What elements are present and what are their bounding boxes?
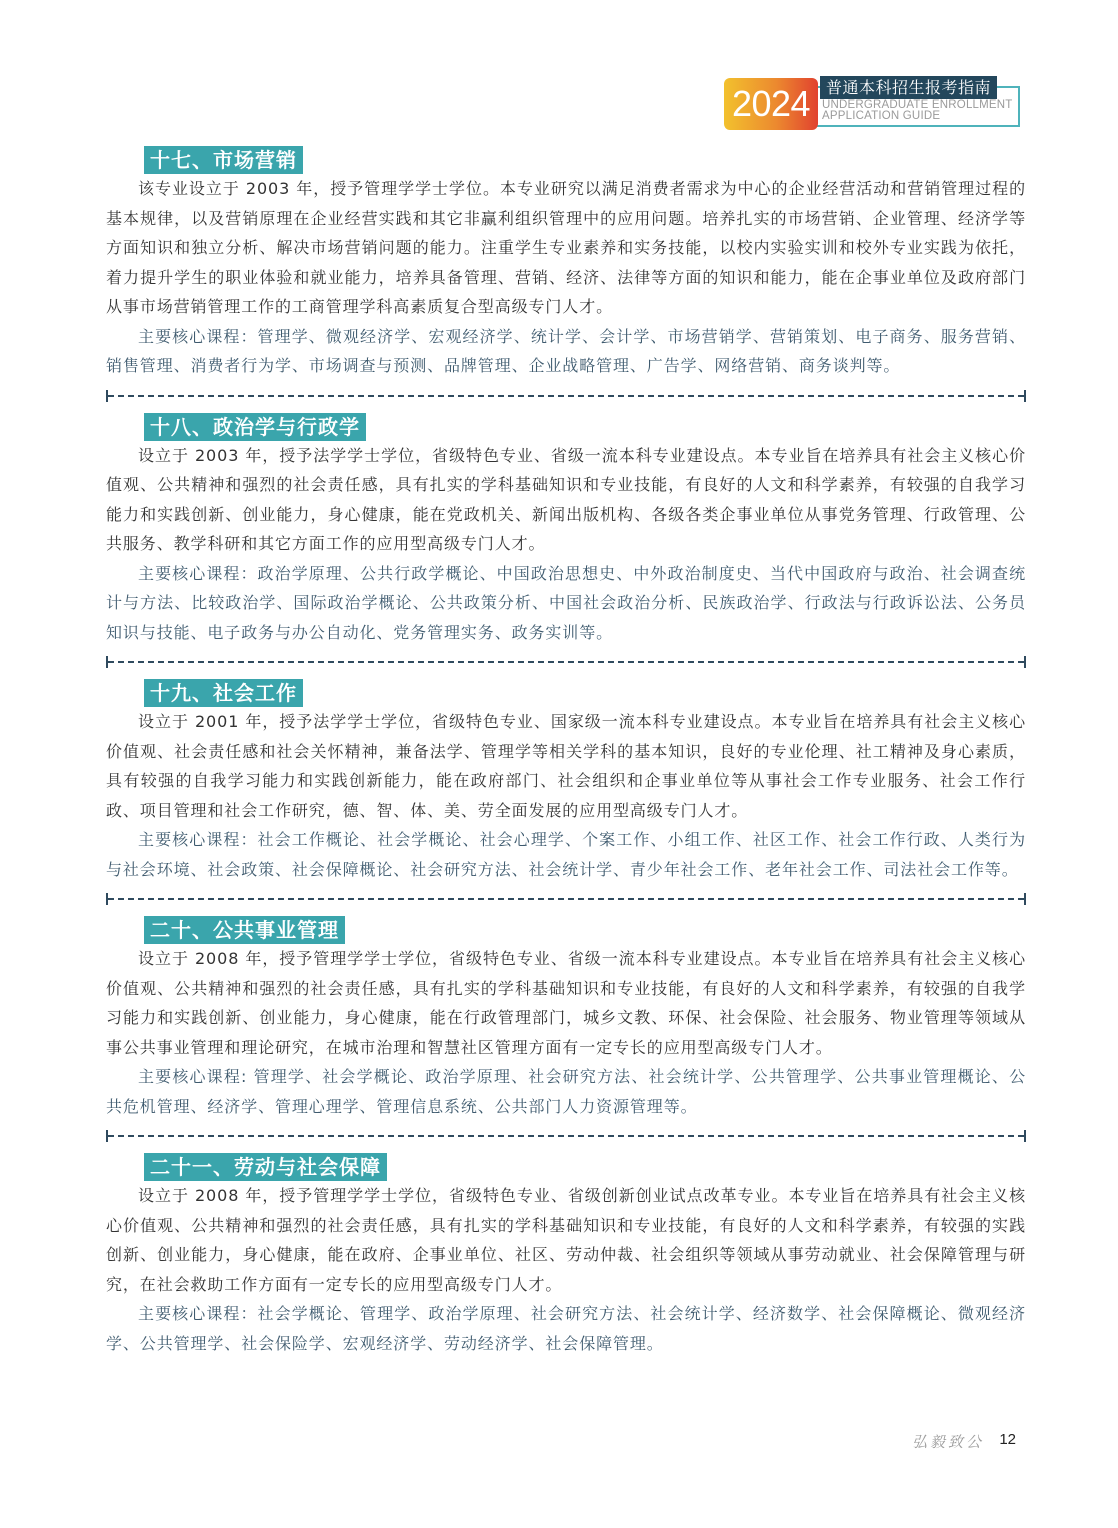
section-divider — [106, 892, 1026, 906]
section-description: 该专业设立于 2003 年，授予管理学学士学位。本专业研究以满足消费者需求为中心的企业经营活动和营销管理过程的基本规律，以及营销原理在企业经营实践和其它非赢利组织管理中的应用问题。培养扎实的市场营销、企业管理、经济学等方面知识和独立分析、解决市场营销问题的能力。注重学生专业素养和实务技能，以校内实验实训和校外专业实践为依托，着力提升学生的职业体验和就业能力，培养具备管理、营销、经济、法律等方面的知识和能力，能在企事业单位及政府部门从事市场营销管理工作的工商管理学科高素质复合型高级专门人才。 — [106, 179, 1026, 316]
guide-header-badge — [724, 76, 1024, 132]
guide-title-en-line1: UNDERGRADUATE ENROLLMENT — [822, 99, 1013, 111]
guide-title-cn: 普通本科招生报考指南 — [820, 76, 997, 99]
major-section-political-science — [106, 413, 1026, 648]
section-description: 设立于 2001 年，授予法学学士学位，省级特色专业、国家级一流本科专业建设点。本专业旨在培养具有社会主义核心价值观、社会责任感和社会关怀精神，兼备法学、管理学等相关学科的基本知识，良好的专业伦理、社工精神及身心素质，具有较强的自我学习能力和实践创新能力，能在政府部门、社会组织和企事业单位等从事社会工作专业服务、社会工作行政、项目管理和社会工作研究，德、智、体、美、劳全面发展的应用型高级专门人才。 — [106, 712, 1026, 820]
divider-dashed-line — [108, 661, 1024, 663]
majors-content — [106, 146, 1026, 1358]
section-title: 十八、政治学与行政学 — [144, 413, 366, 441]
guide-title-en — [822, 100, 1013, 122]
section-courses: 主要核心课程: 管理学、社会学概论、政治学原理、社会研究方法、社会统计学、公共管理学、公共事业管理概论、公共危机管理、经济学、管理心理学、管理信息系统、公共部门人力资源管理等。 — [106, 1067, 1026, 1116]
section-description: 设立于 2008 年，授予管理学学士学位，省级特色专业、省级创新创业试点改革专业。本专业旨在培养具有社会主义核心价值观、公共精神和强烈的社会责任感，具有扎实的学科基础知识和专业技能，有良好的人文和科学素养，有较强的实践创新、创业能力，身心健康，能在政府、企事业单位、社区、劳动仲裁、社会组织等领域从事劳动就业、社会保障管理与研究，在社会救助工作方面有一定专长的应用型高级专门人才。 — [106, 1186, 1026, 1294]
guide-title-en-line2: APPLICATION GUIDE — [822, 110, 941, 122]
section-description: 设立于 2003 年，授予法学学士学位，省级特色专业、省级一流本科专业建设点。本专业旨在培养具有社会主义核心价值观、公共精神和强烈的社会责任感，具有扎实的学科基础知识和专业技能，有良好的人文和科学素养，有较强的自我学习能力和实践创新、创业能力，身心健康，能在党政机关、新闻出版机构、各级各类企事业单位从事党务管理、行政管理、公共服务、教学科研和其它方面工作的应用型高级专门人才。 — [106, 445, 1026, 553]
section-title: 十九、社会工作 — [144, 679, 303, 707]
section-courses: 主要核心课程：社会工作概论、社会学概论、社会心理学、个案工作、小组工作、社区工作、社会工作行政、人类行为与社会环境、社会政策、社会保障概论、社会研究方法、社会统计学、青少年社会工作、老年社会工作、司法社会工作等。 — [106, 830, 1026, 879]
divider-cap-right — [1024, 893, 1026, 905]
section-description: 设立于 2008 年，授予管理学学士学位，省级特色专业、省级一流本科专业建设点。本专业旨在培养具有社会主义核心价值观、公共精神和强烈的社会责任感，具有扎实的学科基础知识和专业技能，有良好的人文和科学素养，有较强的自我学习能力和实践创新、创业能力，身心健康，能在行政管理部门，城乡文教、环保、社会保险、社会服务、物业管理等领域从事公共事业管理和理论研究，在城市治理和智慧社区管理方面有一定专长的应用型高级专门人才。 — [106, 949, 1026, 1057]
section-courses: 主要核心课程：管理学、微观经济学、宏观经济学、统计学、会计学、市场营销学、营销策划、电子商务、服务营销、销售管理、消费者行为学、市场调查与预测、品牌管理、企业战略管理、广告学、网络营销、商务谈判等。 — [106, 326, 1026, 375]
section-divider — [106, 389, 1026, 403]
section-title: 二十、公共事业管理 — [144, 916, 345, 944]
divider-dashed-line — [108, 1135, 1024, 1137]
section-title: 十七、市场营销 — [144, 146, 303, 174]
section-divider — [106, 1129, 1026, 1143]
major-section-labor-social-security — [106, 1153, 1026, 1358]
divider-cap-right — [1024, 656, 1026, 668]
calligraphy-signature: 弘毅致公 — [912, 1433, 985, 1451]
section-courses: 主要核心课程：社会学概论、管理学、政治学原理、社会研究方法、社会统计学、经济数学、社会保障概论、微观经济学、公共管理学、社会保险学、宏观经济学、劳动经济学、社会保障管理。 — [106, 1304, 1026, 1353]
major-section-marketing — [106, 146, 1026, 381]
section-divider — [106, 655, 1026, 669]
page-footer — [904, 1427, 1024, 1457]
year-badge: 2024 — [724, 78, 818, 130]
divider-cap-right — [1024, 390, 1026, 402]
section-courses: 主要核心课程：政治学原理、公共行政学概论、中国政治思想史、中外政治制度史、当代中国政府与政治、社会调查统计与方法、比较政治学、国际政治学概论、公共政策分析、中国社会政治分析、民族政治学、行政法与行政诉讼法、公务员知识与技能、电子政务与办公自动化、党务管理实务、政务实训等。 — [106, 563, 1026, 642]
divider-cap-right — [1024, 1130, 1026, 1142]
section-title: 二十一、劳动与社会保障 — [144, 1153, 387, 1181]
page-number: 12 — [999, 1431, 1016, 1448]
major-section-public-affairs — [106, 916, 1026, 1121]
divider-dashed-line — [108, 898, 1024, 900]
divider-dashed-line — [108, 395, 1024, 397]
major-section-social-work — [106, 679, 1026, 884]
